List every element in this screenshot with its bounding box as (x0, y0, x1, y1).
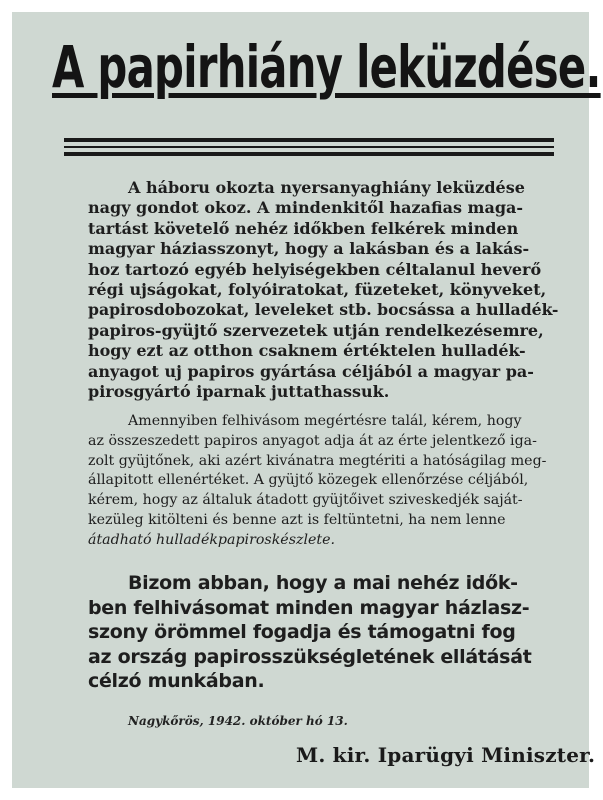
signature: M. kir. Iparügyi Miniszter. (296, 743, 596, 767)
text-line: célzó munkában. (88, 670, 265, 693)
text-line: állapitott ellenértéket. A gyüjtő közegek ellenőrzése céljából, (88, 472, 529, 489)
text-line: papiros-gyüjtő szervezetek utján rendelkezésemre, (88, 320, 544, 340)
text-line: kezüleg kitölteni és benne azt is feltüntetni, ha nem lenne (88, 511, 506, 528)
text-line: átadható hulladékpapiroskészlete. (88, 531, 335, 548)
text-line: magyar háziasszonyt, hogy a lakásban és a lakás- (88, 239, 530, 259)
text-line: régi ujságokat, folyóiratokat, füzeteket, könyveket, (88, 280, 547, 300)
text-line: A háboru okozta nyersanyaghiány leküzdése (128, 178, 525, 197)
paragraph-1 (88, 178, 558, 402)
text-line: az ország papirosszükségletének ellátását (88, 645, 532, 668)
text-line: pirosgyártó iparnak juttathassuk. (88, 382, 390, 402)
poster-title: A papirhiány leküzdése. (52, 33, 601, 101)
text-line: szony örömmel fogadja és támogatni fog (88, 621, 516, 644)
text-line: nagy gondot okoz. A mindenkitől hazafias maga- (88, 198, 524, 218)
rule-line (64, 146, 554, 148)
rule-line (64, 138, 554, 142)
text-line: Amennyiben felhivásom megértésre talál, kérem, hogy (128, 413, 522, 429)
text-line: zolt gyüjtőnek, aki azért kivánatra megtériti a hatóságilag meg- (88, 452, 547, 469)
date-line: Nagykőrös, 1942. október hó 13. (128, 714, 348, 728)
paragraph-3 (88, 571, 558, 694)
text-line: Bizom abban, hogy a mai nehéz idők- (128, 572, 518, 594)
text-line: kérem, hogy az általuk átadott gyüjtőivet sziveskedjék saját- (88, 492, 523, 509)
text-line: papirosdobozokat, leveleket stb. bocsássa a hulladék- (88, 300, 559, 320)
text-line: anyagot uj papiros gyártása céljából a magyar pa- (88, 361, 534, 381)
paragraph-2 (88, 412, 558, 551)
text-line: az összeszedett papiros anyagot adja át az érte jelentkező iga- (88, 432, 537, 449)
text-line: tartást követelő nehéz időkben felkérek minden (88, 218, 519, 238)
text-line: ben felhivásomat minden magyar házlasz- (88, 596, 530, 619)
text-line: hoz tartozó egyéb helyiségekben céltalanul heverő (88, 259, 542, 279)
title-rules (64, 138, 554, 160)
text-line: hogy ezt az otthon csaknem értéktelen hulladék- (88, 341, 526, 361)
rule-line (64, 152, 554, 156)
